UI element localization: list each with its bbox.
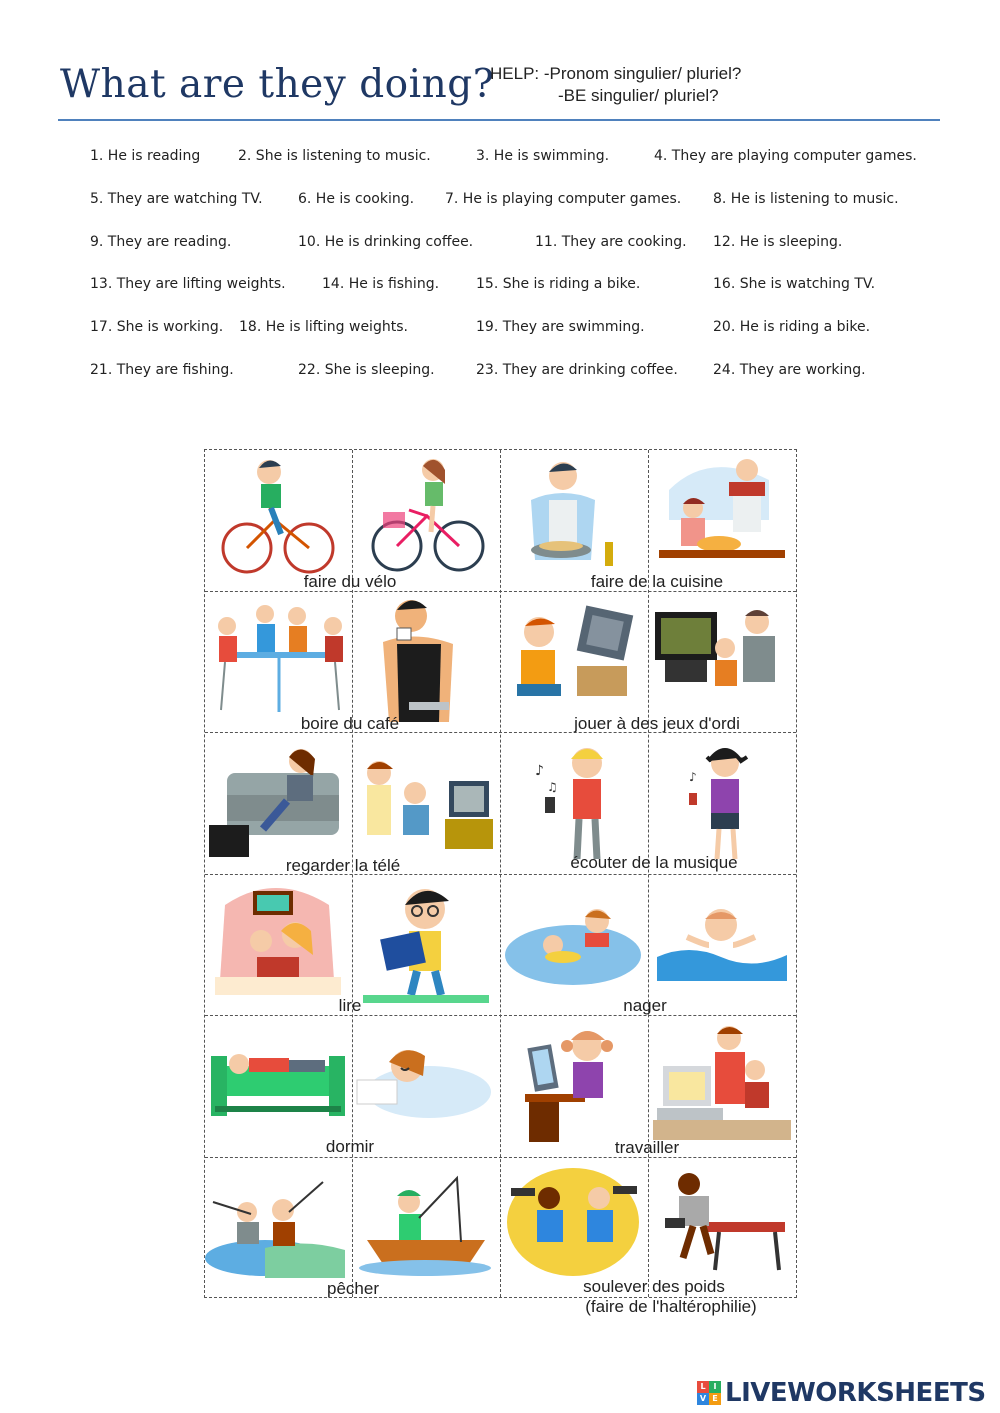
sentence-5: 5. They are watching TV. xyxy=(90,191,263,207)
mother-child-swimming-picture[interactable] xyxy=(501,875,647,1015)
title-divider xyxy=(58,119,940,121)
liveworksheets-logo-icon: L I V E xyxy=(697,1381,721,1405)
caption-lire: lire xyxy=(338,996,362,1015)
sentence-18: 18. He is lifting weights. xyxy=(239,319,408,335)
sentence-7: 7. He is playing computer games. xyxy=(445,191,682,207)
sentence-6: 6. He is cooking. xyxy=(298,191,415,207)
man-fishing-boat-picture[interactable] xyxy=(353,1158,499,1298)
caption-faire-du-velo: faire du vélo xyxy=(303,572,397,591)
boy-playing-computer-picture[interactable] xyxy=(501,592,647,732)
sentence-2: 2. She is listening to music. xyxy=(238,148,431,164)
woman-watching-tv-picture[interactable] xyxy=(205,733,351,873)
caption-ecouter-de-la-musique: écouter de la musique xyxy=(570,853,738,872)
sentence-23: 23. They are drinking coffee. xyxy=(476,362,678,378)
people-working-computer-picture[interactable] xyxy=(649,1016,795,1156)
friends-fishing-picture[interactable] xyxy=(205,1158,351,1298)
boy-sleeping-couch-picture[interactable] xyxy=(205,1016,351,1156)
boy-reading-picture[interactable] xyxy=(353,875,499,1015)
sentence-11: 11. They are cooking. xyxy=(535,234,687,250)
help-line-1: HELP: -Pronom singulier/ pluriel? xyxy=(490,64,742,83)
family-reading-picture[interactable] xyxy=(205,875,351,1015)
man-cooking-picture[interactable] xyxy=(501,450,647,590)
friends-drinking-coffee-picture[interactable] xyxy=(205,592,351,732)
liveworksheets-logo[interactable] xyxy=(697,1378,986,1408)
girl-listening-music-picture[interactable] xyxy=(649,733,795,873)
sentence-19: 19. They are swimming. xyxy=(476,319,645,335)
sentence-24: 24. They are working. xyxy=(713,362,866,378)
family-cooking-picture[interactable] xyxy=(649,450,795,590)
svg-text:♪: ♪ xyxy=(689,770,697,784)
father-son-video-games-picture[interactable] xyxy=(649,592,795,732)
worksheet-title: What are they doing? xyxy=(60,62,495,107)
caption-boire-du-cafe: boire du café xyxy=(300,714,400,733)
caption-faire-de-la-cuisine: faire de la cuisine xyxy=(590,572,724,591)
caption-pecher: pêcher xyxy=(327,1279,379,1298)
sentence-8: 8. He is listening to music. xyxy=(713,191,899,207)
sentence-22: 22. She is sleeping. xyxy=(298,362,435,378)
sentence-4: 4. They are playing computer games. xyxy=(654,148,917,164)
girl-riding-bike-picture[interactable] xyxy=(353,450,499,590)
girl-working-computer-picture[interactable] xyxy=(501,1016,647,1156)
girl-sleeping-picture[interactable] xyxy=(353,1016,499,1156)
sentence-9: 9. They are reading. xyxy=(90,234,232,250)
man-drinking-coffee-picture[interactable] xyxy=(353,592,499,732)
caption-regarder-la-tele: regarder la télé xyxy=(285,856,401,875)
caption-halterophilie: (faire de l'haltérophilie) xyxy=(585,1297,757,1316)
kids-watching-tv-picture[interactable] xyxy=(353,733,499,873)
sentence-17: 17. She is working. xyxy=(90,319,224,335)
svg-text:♫: ♫ xyxy=(547,780,558,794)
boy-riding-bike-picture[interactable] xyxy=(205,450,351,590)
sentence-21: 21. They are fishing. xyxy=(90,362,234,378)
sentence-3: 3. He is swimming. xyxy=(476,148,610,164)
sentence-14: 14. He is fishing. xyxy=(322,276,440,292)
caption-travailler: travailler xyxy=(614,1138,680,1157)
liveworksheets-logo-text: LIVEWORKSHEETS xyxy=(725,1378,986,1408)
caption-dormir: dormir xyxy=(325,1137,375,1156)
sentence-16: 16. She is watching TV. xyxy=(713,276,876,292)
sentence-10: 10. He is drinking coffee. xyxy=(298,234,474,250)
sentence-13: 13. They are lifting weights. xyxy=(90,276,286,292)
boy-swimming-picture[interactable] xyxy=(649,875,795,1015)
svg-text:♪: ♪ xyxy=(535,763,544,779)
caption-jouer-jeux-ordi: jouer à des jeux d'ordi xyxy=(574,714,740,733)
caption-soulever-des-poids: soulever des poids xyxy=(583,1277,725,1296)
boy-listening-music-picture[interactable] xyxy=(501,733,647,873)
sentence-1: 1. He is reading xyxy=(90,148,201,164)
sentence-20: 20. He is riding a bike. xyxy=(713,319,871,335)
sentence-12: 12. He is sleeping. xyxy=(713,234,843,250)
sentence-15: 15. She is riding a bike. xyxy=(476,276,641,292)
help-line-2: -BE singulier/ pluriel? xyxy=(558,86,719,105)
caption-nager: nager xyxy=(623,996,667,1015)
